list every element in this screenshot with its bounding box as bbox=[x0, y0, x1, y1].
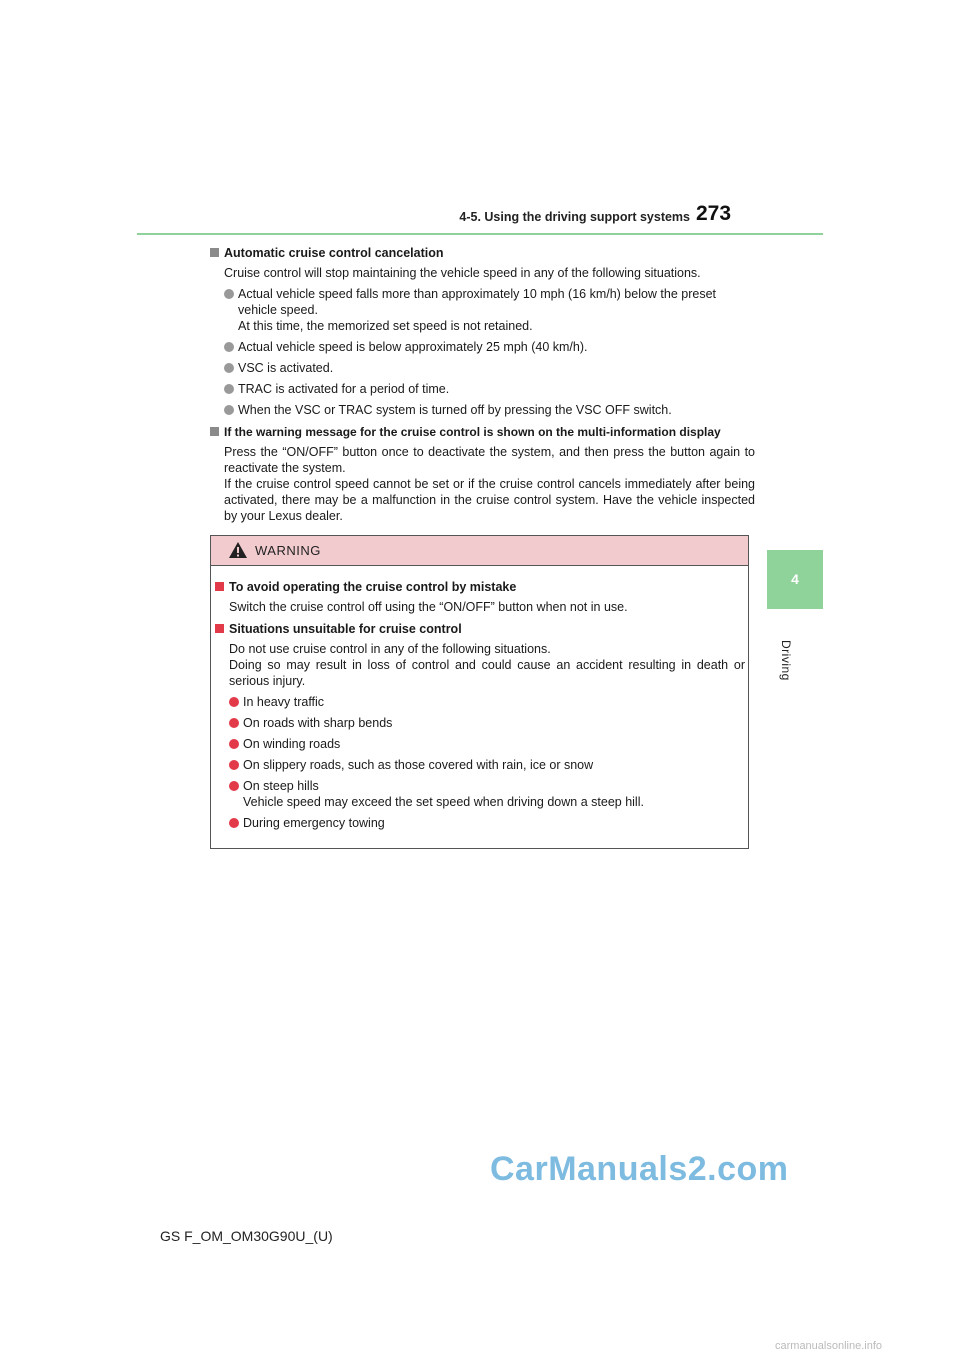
round-bullet-icon bbox=[229, 781, 239, 791]
warning-item-text: Switch the cruise control off using the “ON/OFF” button when not in use. bbox=[229, 600, 628, 614]
warning-item-text: Do not use cruise control in any of the following situations. Doing so may result in loss of control and could cause an accident resulting in death or serious injury. bbox=[229, 642, 745, 688]
warning-box bbox=[210, 535, 749, 849]
header-divider bbox=[137, 233, 823, 235]
square-bullet-icon bbox=[210, 248, 219, 257]
list-item: When the VSC or TRAC system is turned off by pressing the VSC OFF switch. bbox=[210, 402, 755, 418]
section-intro: Cruise control will stop maintaining the vehicle speed in any of the following situations. bbox=[224, 266, 701, 280]
warning-item-heading: Situations unsuitable for cruise control bbox=[215, 620, 745, 638]
list-item: TRAC is activated for a period of time. bbox=[210, 381, 755, 397]
section-heading-warning-message: If the warning message for the cruise control is shown on the multi-information display bbox=[210, 423, 755, 441]
list-item: On roads with sharp bends bbox=[215, 715, 745, 731]
running-header-title: 4-5. Using the driving support systems bbox=[459, 210, 690, 224]
round-bullet-icon bbox=[229, 718, 239, 728]
round-bullet-icon bbox=[229, 739, 239, 749]
warning-item-heading: To avoid operating the cruise control by mistake bbox=[215, 578, 745, 596]
document-code: GS F_OM_OM30G90U_(U) bbox=[160, 1228, 333, 1244]
chapter-tab-label: Driving bbox=[779, 640, 793, 681]
watermark-site: carmanualsonline.info bbox=[775, 1340, 883, 1352]
page-number: 273 bbox=[696, 202, 732, 225]
list-item: On steep hills Vehicle speed may exceed the set speed when driving down a steep hill. bbox=[215, 778, 745, 810]
list-item: On winding roads bbox=[215, 736, 745, 752]
watermark-logo: CarManuals2.com bbox=[490, 1150, 789, 1188]
list-item: In heavy traffic bbox=[215, 694, 745, 710]
round-bullet-icon bbox=[224, 363, 234, 373]
round-bullet-icon bbox=[229, 818, 239, 828]
list-item: Actual vehicle speed falls more than approximately 10 mph (16 km/h) below the preset vehicle speed. At this time, the memorized set speed is not retained. bbox=[210, 286, 755, 334]
list-item: On slippery roads, such as those covered with rain, ice or snow bbox=[215, 757, 745, 773]
list-item: Actual vehicle speed is below approximately 25 mph (40 km/h). bbox=[210, 339, 755, 355]
square-bullet-icon bbox=[210, 427, 219, 436]
section-heading-auto-cancel: Automatic cruise control cancelation bbox=[210, 244, 755, 262]
warning-triangle-icon bbox=[228, 541, 248, 559]
chapter-tab-number: 4 bbox=[767, 550, 823, 609]
round-bullet-icon bbox=[224, 405, 234, 415]
round-bullet-icon bbox=[224, 289, 234, 299]
round-bullet-icon bbox=[224, 384, 234, 394]
section-paragraph: Press the “ON/OFF” button once to deactivate the system, and then press the button again to reactivate the system. If the cruise control speed cannot be set or if the cruise control cancels immediately after being activated, there may be a malfunction in the cruise control system. Have the vehicle inspected by your Lexus dealer. bbox=[224, 445, 755, 523]
warning-header bbox=[211, 536, 748, 566]
warning-body bbox=[215, 578, 745, 836]
square-bullet-icon bbox=[215, 582, 224, 591]
list-item: VSC is activated. bbox=[210, 360, 755, 376]
warning-title: WARNING bbox=[255, 543, 321, 558]
round-bullet-icon bbox=[224, 342, 234, 352]
main-content bbox=[210, 244, 755, 524]
round-bullet-icon bbox=[229, 697, 239, 707]
square-bullet-icon bbox=[215, 624, 224, 633]
round-bullet-icon bbox=[229, 760, 239, 770]
list-item: During emergency towing bbox=[215, 815, 745, 831]
